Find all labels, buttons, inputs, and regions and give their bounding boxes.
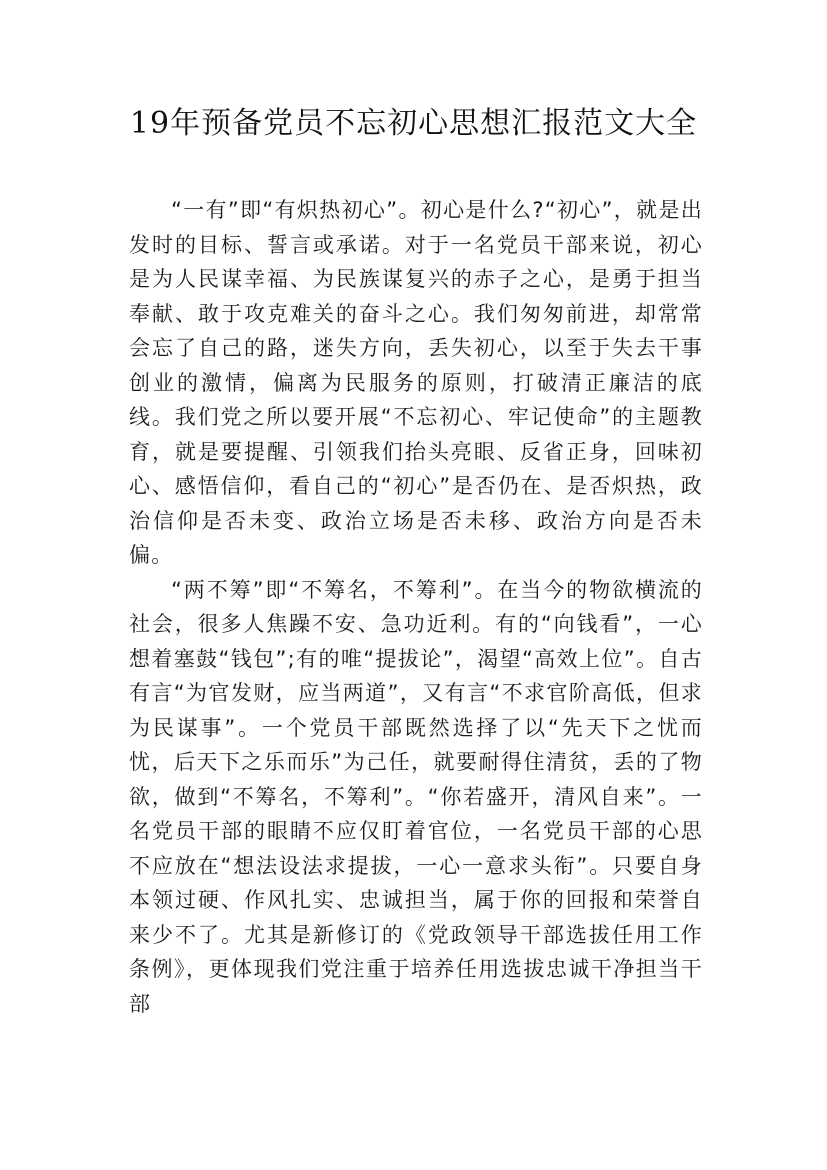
paragraph-2: “两不筹”即“不筹名，不筹利”。在当今的物欲横流的社会，很多人焦躁不安、急功近利。有的“向钱看”，一心想着塞鼓“钱包”;有的唯“提拔论”，渴望“高效上位”。自古有言“为官发财，应当两道”，又有言“不求官阶高低，但求为民谋事”。一个党员干部既然选择了以“先天下之忧而忧，后天下之乐而乐”为己任，就要耐得住清贫，丢的了物欲，做到“不筹名，不筹利”。“你若盛开，清风自来”。一名党员干部的眼睛不应仅盯着官位，一名党员干部的心思不应放在“想法设法求提拔，一心一意求头衔”。只要自身本领过硬、作风扎实、忠诚担当，属于你的回报和荣誉自来少不了。尤其是新修订的《党政领导干部选拔任用工作条例》，更体现我们党注重于培养任用选拔忠诚干净担当干部 [129,577,703,1016]
document-body [129,193,703,1021]
document-title: 19年预备党员不忘初心思想汇报范文大全 [129,106,698,141]
paragraph-1: “一有”即“有炽热初心”。初心是什么?“初心”，就是出发时的目标、誓言或承诺。对于一名党员干部来说，初心是为人民谋幸福、为民族谋复兴的赤子之心，是勇于担当奉献、敢于攻克难关的奋斗之心。我们匆匆前进，却常常会忘了自己的路，迷失方向，丢失初心，以至于失去干事创业的激情，偏离为民服务的原则，打破清正廉洁的底线。我们党之所以要开展“不忘初心、牢记使命”的主题教育，就是要提醒、引领我们抬头亮眼、反省正身，回味初心、感悟信仰，看自己的“初心”是否仍在、是否炽热，政治信仰是否未变、政治立场是否未移、政治方向是否未偏。 [129,198,703,567]
